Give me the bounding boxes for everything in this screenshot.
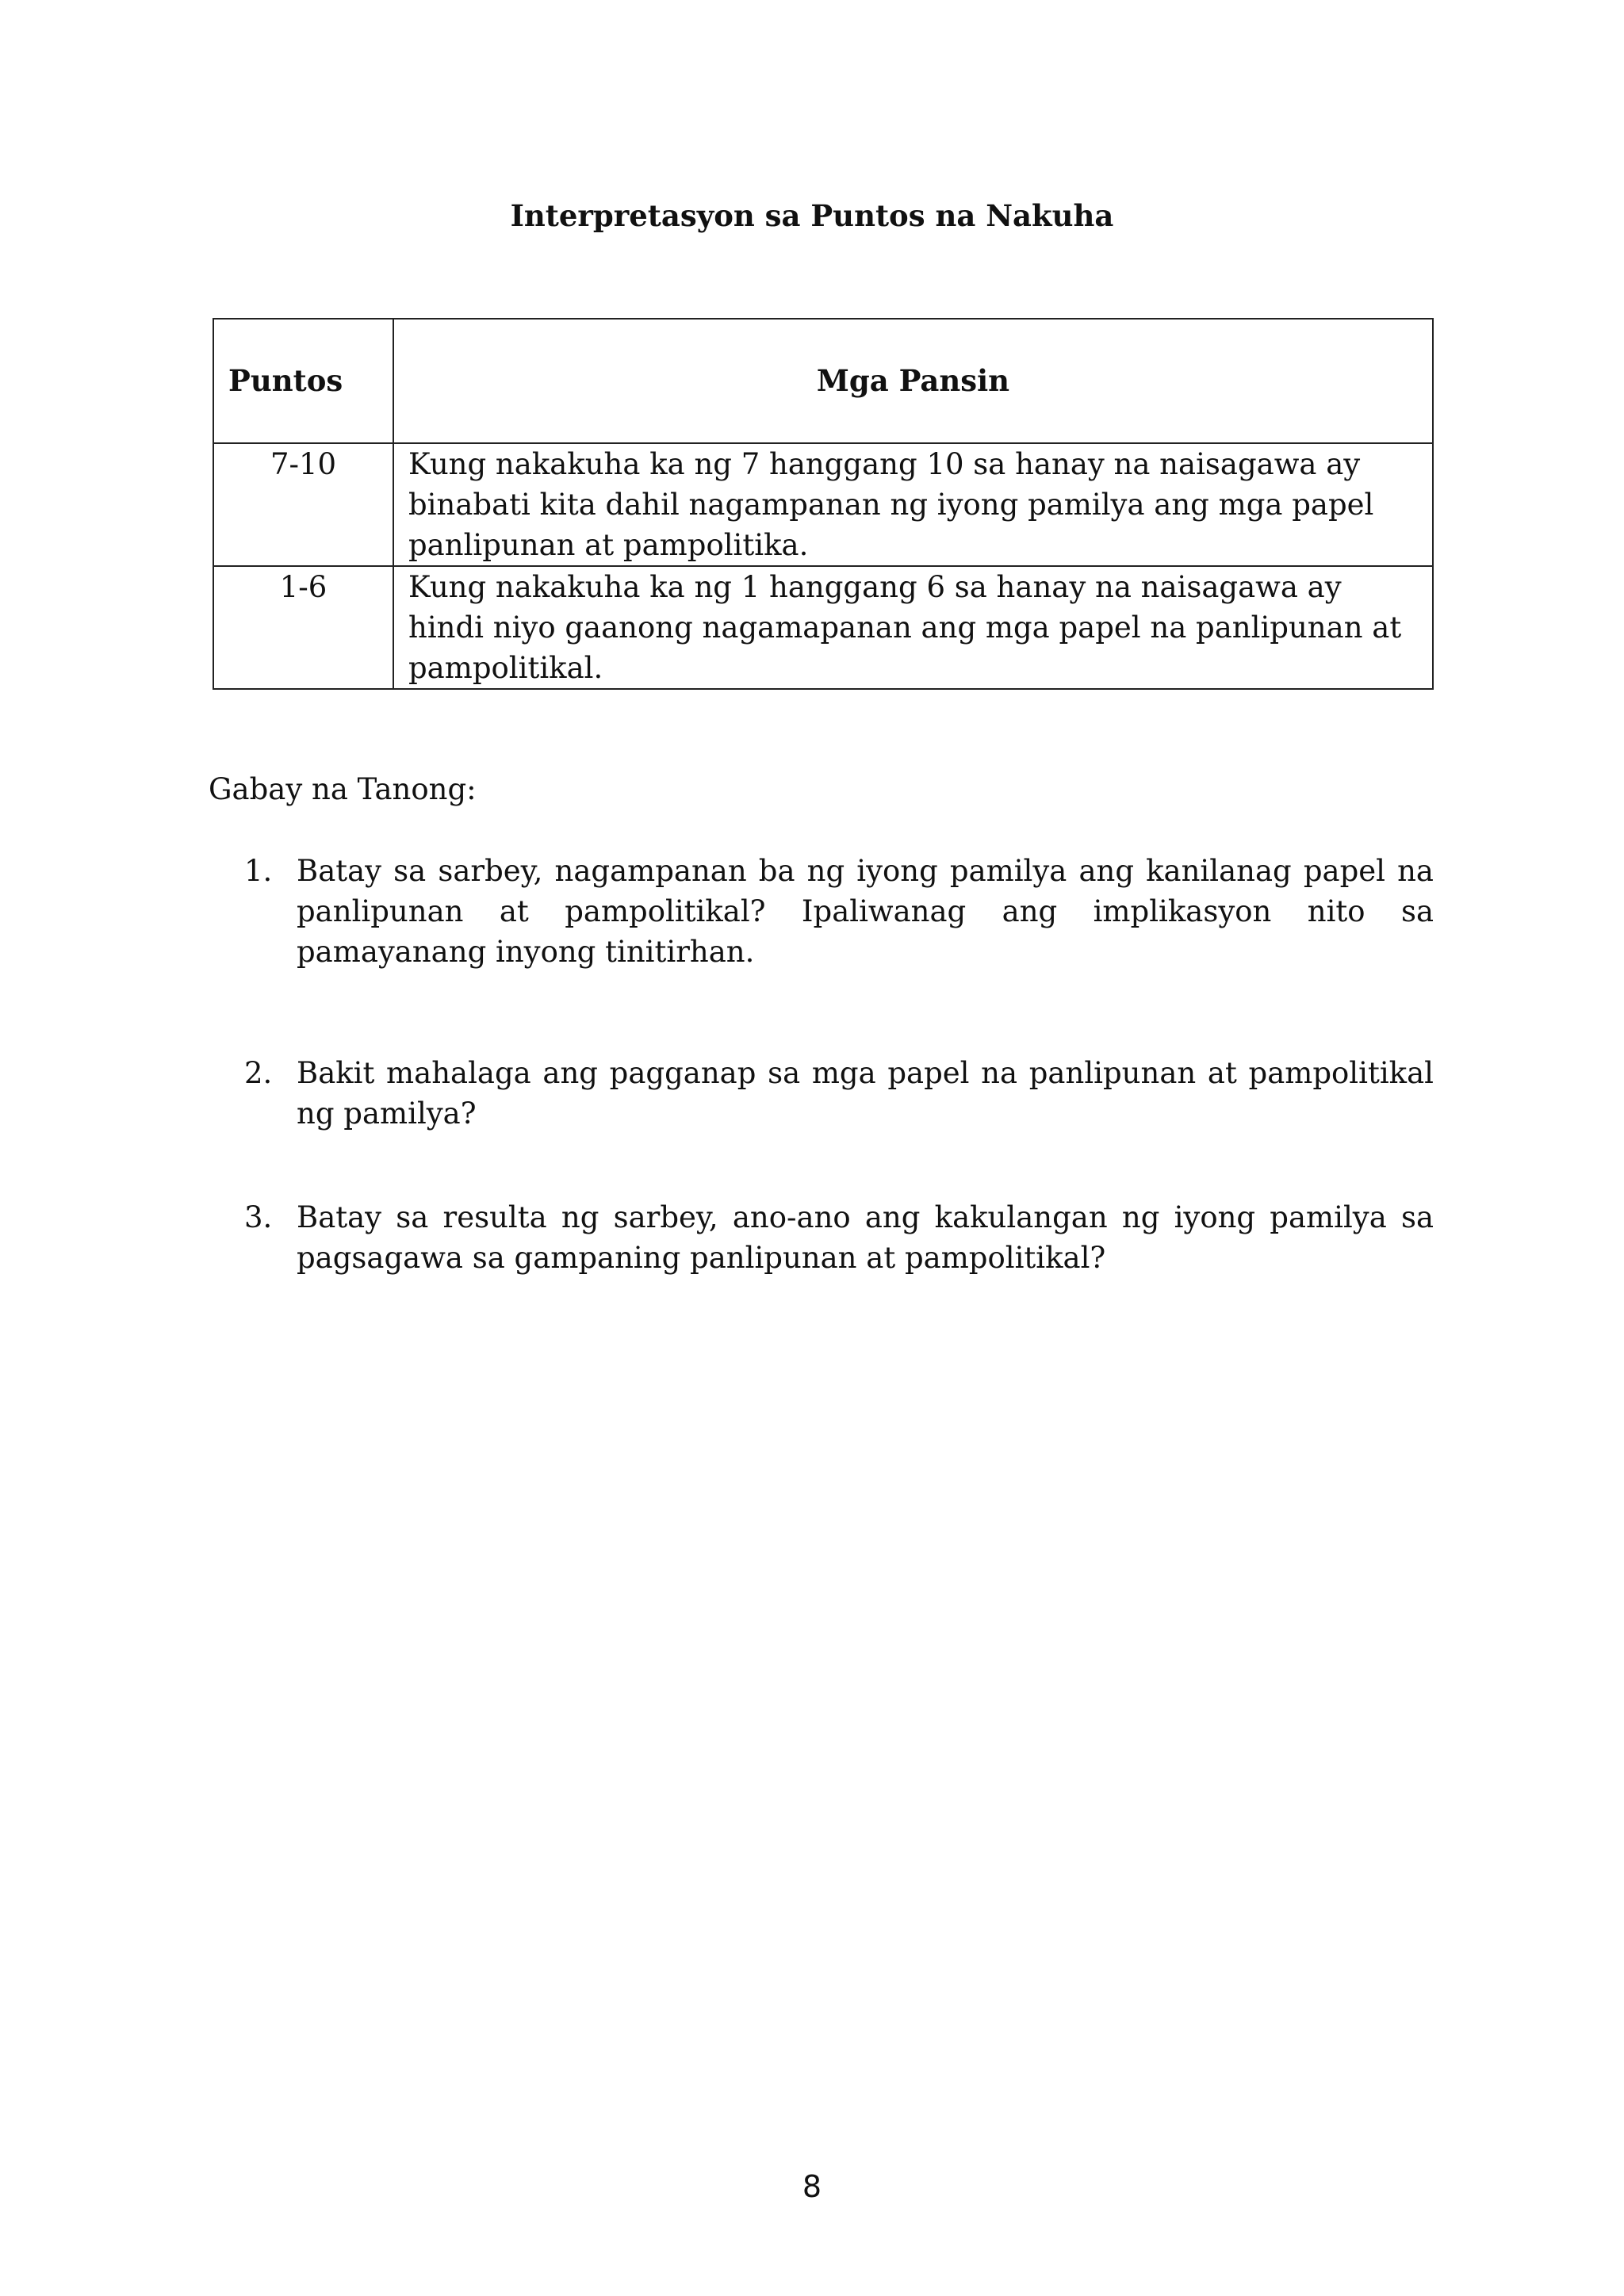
list-item [209,851,1434,972]
question-number: 2. [244,1056,273,1090]
points-cell: 1-6 [213,566,393,689]
question-text: Batay sa sarbey, nagampanan ba ng iyong pamilya ang kanilanag papel na panlipunan at pampolitikal? Ipaliwanag ang implikasyon nito sa pamayanang inyong tinitirhan. [297,854,1434,969]
column-header-notes: Mga Pansin [393,319,1433,443]
column-header-points: Puntos [213,319,393,443]
list-item [209,1053,1434,1134]
question-number: 1. [244,854,273,888]
guide-questions-list [209,851,1434,1278]
table-row [213,443,1433,566]
question-text: Bakit mahalaga ang pagganap sa mga papel na panlipunan at pampolitikal ng pamilya? [297,1056,1434,1131]
guide-questions-label: Gabay na Tanong: [209,772,477,806]
page-title: Interpretasyon sa Puntos na Nakuha [510,198,1114,233]
page-number: 8 [802,2169,822,2204]
score-interpretation-table [213,318,1434,690]
table-header-row [213,319,1433,443]
note-cell: Kung nakakuha ka ng 7 hanggang 10 sa hanay na naisagawa ay binabati kita dahil nagampanan ng iyong pamilya ang mga papel panlipunan at pampolitika. [393,443,1433,566]
note-cell: Kung nakakuha ka ng 1 hanggang 6 sa hanay na naisagawa ay hindi niyo gaanong nagamapanan ang mga papel na panlipunan at pampolitikal. [393,566,1433,689]
question-text: Batay sa resulta ng sarbey, ano-ano ang kakulangan ng iyong pamilya sa pagsagawa sa gampaning panlipunan at pampolitikal? [297,1200,1434,1275]
question-number: 3. [244,1200,273,1234]
points-cell: 7-10 [213,443,393,566]
table-row [213,566,1433,689]
list-item [209,1197,1434,1278]
